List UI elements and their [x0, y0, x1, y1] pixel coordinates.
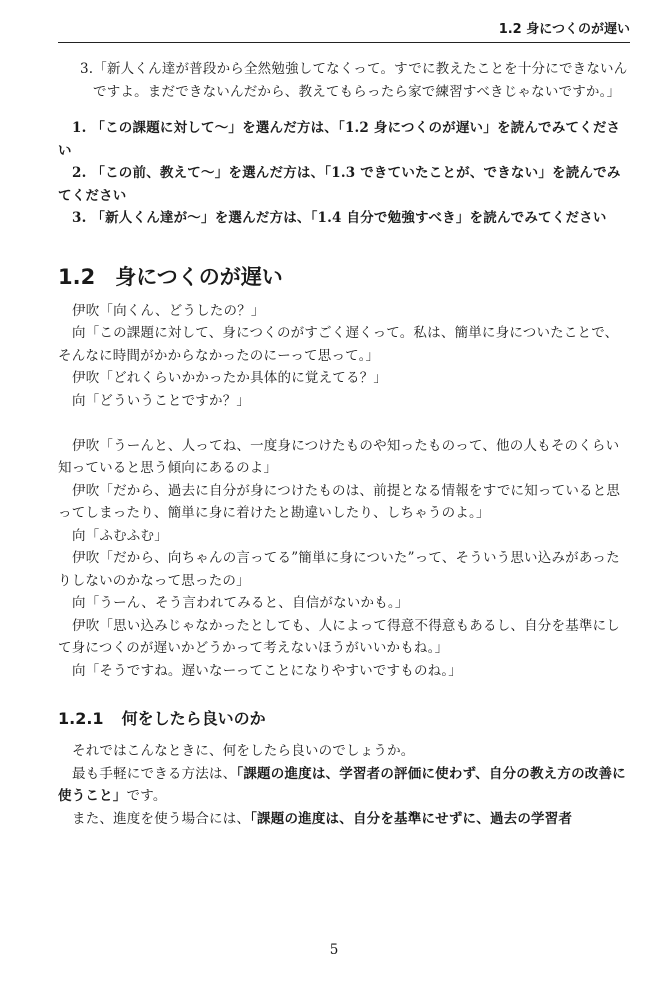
page-body — [58, 58, 630, 830]
blank-line — [58, 412, 630, 435]
emphasis-text: 「課題の進度は、自分を基準にせずに、過去の学習者 — [250, 810, 573, 827]
dialogue-line: 向「ふむふむ」 — [72, 527, 168, 544]
dialogue-line: 伊吹「思い込みじゃなかったとしても、人によって得意不得意もあるし、自分を基準にして身につくのが遅いかどうかって考えないほうがいいかもね。」 — [58, 617, 620, 656]
body-paragraph-1: それではこんなときに、何をしたら良いのでしょうか。 — [72, 743, 415, 759]
emphasis-text: 「課題の進度は、学習者の評価に使わず、自分の教え方の改善に使うこと」 — [58, 765, 626, 804]
choice-item-3: 3. 「新人くん達が〜」を選んだ方は、「1.4 自分で勉強すべき」を読んでみてください — [72, 210, 607, 226]
dialogue-line: 伊吹「だから、過去に自分が身につけたものは、前提となる情報をすでに知っていると思ってしまったり、簡単に身に着けたと勘違いしたり、しちゃうのよ。」 — [58, 482, 621, 521]
dialogue-line: 伊吹「うーんと、人ってね、一度身につけたものや知ったものって、他の人もそのくらい知っていると思う傾向にあるのよ」 — [58, 437, 620, 476]
choice-item-2: 2. 「この前、教えて〜」を選んだ方は、「1.3 できていたことが、できない」を読んでみてください — [58, 165, 621, 204]
dialogue-line: 伊吹「向くん、どうしたの？」 — [72, 302, 265, 319]
choice-list — [58, 117, 630, 230]
intro-list-item: 3.「新人くん達が普段から全然勉強してなくって。すでに教えたことを十分にできないんですよ。まだできないんだから、教えてもらったら家で練習すべきじゃないですか。」 — [80, 61, 628, 100]
dialogue-line: 向「うーん、そう言われてみると、自信がないかも。」 — [72, 595, 409, 611]
body-paragraph-3 — [58, 808, 630, 831]
subsection-number: 1.2.1 — [58, 709, 104, 728]
dialogue-line: 向「この課題に対して、身につくのがすごく遅くって。私は、簡単に身についたことで、そんなに時間がかからなかったのにーって思って。」 — [58, 325, 619, 364]
body-paragraph-2 — [58, 763, 630, 808]
paragraph-text: です。 — [126, 788, 167, 804]
dialogue-line: 伊吹「だから、向ちゃんの言ってる”簡単に身についた”って、そういう思い込みがあったりしないのかなって思ったの」 — [58, 550, 620, 589]
subsection-heading — [58, 708, 630, 730]
section-heading — [58, 264, 630, 290]
paragraph-text: また、進度を使う場合には、 — [72, 810, 251, 827]
section-title: 身につくのが遅い — [115, 264, 283, 289]
paragraph-text: 最も手軽にできる方法は、 — [72, 765, 237, 782]
running-header: 1.2 身につくのが遅い — [58, 22, 630, 43]
section-number: 1.2 — [58, 264, 96, 289]
page-number: 5 — [329, 942, 339, 958]
dialogue-line: 向「どういうことですか？」 — [72, 392, 251, 409]
dialogue-line: 向「そうですね。遅いなーってことになりやすいですものね。」 — [72, 662, 463, 679]
subsection-title: 何をしたら良いのか — [121, 709, 266, 728]
dialogue-line: 伊吹「どれくらいかかったか具体的に覚えてる？」 — [72, 370, 388, 386]
choice-item-1: 1. 「この課題に対して〜」を選んだ方は、「1.2 身につくのが遅い」を読んでみてください — [58, 120, 621, 159]
